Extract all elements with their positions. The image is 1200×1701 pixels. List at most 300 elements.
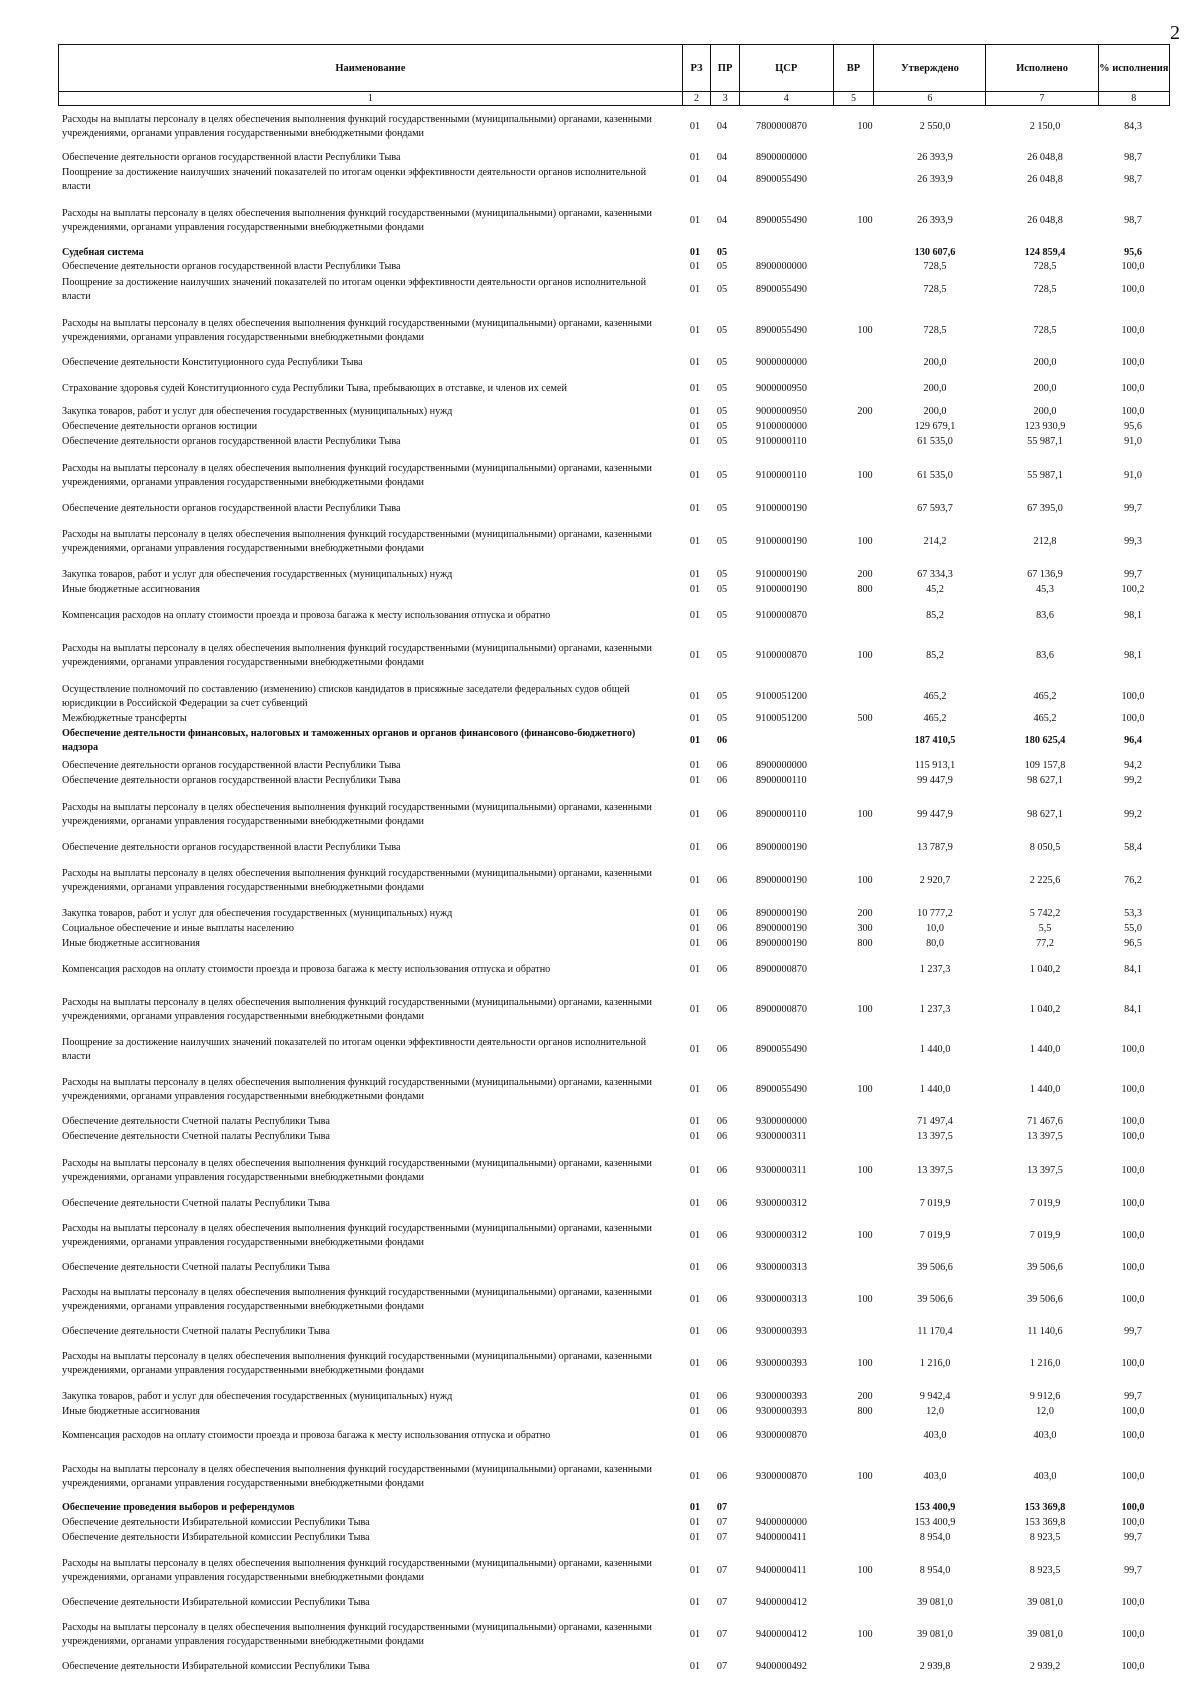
row-csr: 9300000312 [756, 1230, 807, 1241]
row-approved: 2 939,8 [919, 1661, 951, 1672]
row-rz: 01 [689, 436, 701, 447]
row-pr: 06 [716, 1294, 728, 1305]
row-rz: 01 [689, 1044, 701, 1055]
row-vr: 100 [857, 809, 873, 820]
row-pr: 06 [716, 1198, 728, 1209]
row-percent: 100,0 [1121, 1084, 1145, 1095]
row-vr: 100 [857, 1230, 873, 1241]
row-approved: 1 237,3 [919, 964, 951, 975]
row-executed: 98 627,1 [1027, 809, 1063, 820]
row-pr: 06 [716, 1044, 728, 1055]
row-csr: 9100051200 [756, 691, 807, 702]
row-approved: 8 954,0 [919, 1565, 951, 1576]
row-name: Обеспечение деятельности Избирательной комиссии Республики Тыва [62, 1597, 370, 1608]
row-vr: 800 [857, 584, 873, 595]
row-rz: 01 [689, 121, 701, 132]
row-name: Обеспечение деятельности Избирательной комиссии Республики Тыва [62, 1532, 370, 1543]
row-rz: 01 [689, 610, 701, 621]
row-rz: 01 [689, 809, 701, 820]
row-rz: 01 [689, 406, 701, 417]
row-percent: 98,1 [1124, 610, 1142, 621]
row-percent: 98,7 [1124, 152, 1142, 163]
row-executed: 55 987,1 [1027, 436, 1063, 447]
row-pr: 05 [716, 421, 728, 432]
row-name: Обеспечение деятельности Избирательной комиссии Республики Тыва [62, 1661, 370, 1672]
row-pr: 07 [716, 1629, 728, 1640]
row-rz: 01 [689, 713, 701, 724]
row-executed: 26 048,8 [1027, 174, 1063, 185]
row-percent: 99,7 [1124, 1391, 1142, 1402]
row-approved: 1 440,0 [919, 1044, 951, 1055]
header-percent: % исполнения [1098, 45, 1169, 92]
row-name: Осуществление полномочий по составлению (изменению) списков кандидатов в присяжные заседатели федеральных судов общей юрисдикции в Российской Федерации за счет субвенций [62, 684, 630, 709]
row-approved: 200,0 [923, 406, 947, 417]
row-csr: 8900000190 [756, 875, 807, 886]
row-name: Социальное обеспечение и иные выплаты населению [62, 923, 295, 934]
row-approved: 1 440,0 [919, 1084, 951, 1095]
row-approved: 7 019,9 [919, 1230, 951, 1241]
row-csr: 9300000870 [756, 1471, 807, 1482]
row-name: Обеспечение деятельности органов государственной власти Республики Тыва [62, 760, 401, 771]
row-percent: 98,7 [1124, 174, 1142, 185]
row-executed: 8 923,5 [1029, 1565, 1061, 1576]
row-pr: 04 [716, 121, 728, 132]
row-csr: 9300000393 [756, 1391, 807, 1402]
row-approved: 39 081,0 [917, 1597, 953, 1608]
header-num-3: 3 [711, 92, 740, 106]
row-approved: 9 942,4 [919, 1391, 951, 1402]
row-percent: 100,0 [1121, 713, 1145, 724]
row-csr: 9100000190 [756, 503, 807, 514]
row-executed: 67 136,9 [1027, 569, 1063, 580]
row-executed: 45,3 [1036, 584, 1054, 595]
row-percent: 100,0 [1121, 1262, 1145, 1273]
row-rz: 01 [689, 908, 701, 919]
row-percent: 96,4 [1124, 735, 1142, 746]
row-executed: 153 369,8 [1024, 1502, 1066, 1513]
row-percent: 100,0 [1121, 1131, 1145, 1142]
row-approved: 7 019,9 [919, 1198, 951, 1209]
row-executed: 465,2 [1033, 691, 1057, 702]
row-rz: 01 [689, 215, 701, 226]
row-name: Обеспечение деятельности органов государственной власти Республики Тыва [62, 842, 401, 853]
row-approved: 61 535,0 [917, 436, 953, 447]
row-csr: 9300000311 [756, 1165, 807, 1176]
row-approved: 728,5 [923, 261, 947, 272]
row-executed: 26 048,8 [1027, 215, 1063, 226]
row-name: Компенсация расходов на оплату стоимости проезда и провоза багажа к месту использования отпуска и обратно [62, 964, 551, 975]
row-executed: 71 467,6 [1027, 1116, 1063, 1127]
row-name: Иные бюджетные ассигнования [62, 1406, 200, 1417]
row-percent: 100,0 [1121, 1044, 1145, 1055]
row-approved: 26 393,9 [917, 215, 953, 226]
row-vr: 100 [857, 1165, 873, 1176]
row-percent: 98,7 [1124, 215, 1142, 226]
row-executed: 7 019,9 [1029, 1198, 1061, 1209]
row-percent: 100,0 [1121, 1294, 1145, 1305]
row-name: Расходы на выплаты персоналу в целях обеспечения выполнения функций государственными (муниципальными) органами, казенными учреждениями, органами управления государственными внебюджетными фондами [62, 1077, 653, 1102]
row-executed: 83,6 [1036, 650, 1054, 661]
row-vr: 800 [857, 938, 873, 949]
row-csr: 9000000950 [756, 406, 807, 417]
row-csr: 8900000000 [756, 760, 807, 771]
row-pr: 06 [716, 1262, 728, 1273]
row-approved: 26 393,9 [917, 152, 953, 163]
row-approved: 187 410,5 [914, 735, 956, 746]
row-approved: 99 447,9 [917, 809, 953, 820]
row-executed: 83,6 [1036, 610, 1054, 621]
row-pr: 06 [716, 923, 728, 934]
row-percent: 100,0 [1121, 1430, 1145, 1441]
row-name: Расходы на выплаты персоналу в целях обеспечения выполнения функций государственными (муниципальными) органами, казенными учреждениями, органами управления государственными внебюджетными фондами [62, 114, 653, 139]
row-pr: 06 [716, 1116, 728, 1127]
row-pr: 05 [716, 569, 728, 580]
row-csr: 9100000110 [756, 436, 807, 447]
row-vr: 100 [857, 325, 873, 336]
row-vr: 100 [857, 1358, 873, 1369]
row-pr: 05 [716, 536, 728, 547]
row-approved: 10 777,2 [917, 908, 953, 919]
row-rz: 01 [689, 1565, 701, 1576]
row-percent: 99,2 [1124, 775, 1142, 786]
row-rz: 01 [689, 1326, 701, 1337]
row-pr: 06 [716, 964, 728, 975]
row-vr: 100 [857, 1004, 873, 1015]
row-approved: 153 400,9 [914, 1502, 956, 1513]
row-name: Обеспечение деятельности финансовых, налоговых и таможенных органов и органов финансового (финансово-бюджетного) надзора [62, 728, 636, 753]
row-csr: 9100000870 [756, 650, 807, 661]
row-percent: 94,2 [1124, 760, 1142, 771]
row-executed: 11 140,6 [1027, 1326, 1063, 1337]
row-rz: 01 [689, 650, 701, 661]
row-csr: 9100000000 [756, 421, 807, 432]
row-name: Закупка товаров, работ и услуг для обеспечения государственных (муниципальных) нужд [62, 908, 453, 919]
header-vr: ВР [833, 45, 874, 92]
row-rz: 01 [689, 1517, 701, 1528]
row-approved: 200,0 [923, 357, 947, 368]
header-num-1: 1 [59, 92, 683, 106]
row-rz: 01 [689, 1532, 701, 1543]
row-executed: 2 939,2 [1029, 1661, 1061, 1672]
row-csr: 9400000412 [756, 1597, 807, 1608]
row-approved: 13 397,5 [917, 1165, 953, 1176]
row-name: Расходы на выплаты персоналу в целях обеспечения выполнения функций государственными (муниципальными) органами, казенными учреждениями, органами управления государственными внебюджетными фондами [62, 208, 653, 233]
row-csr: 8900000870 [756, 1004, 807, 1015]
row-approved: 200,0 [923, 383, 947, 394]
row-approved: 153 400,9 [914, 1517, 956, 1528]
row-rz: 01 [689, 1198, 701, 1209]
row-executed: 26 048,8 [1027, 152, 1063, 163]
row-name: Компенсация расходов на оплату стоимости проезда и провоза багажа к месту использования отпуска и обратно [62, 610, 551, 621]
row-rz: 01 [689, 1502, 701, 1513]
row-name: Обеспечение деятельности Счетной палаты Республики Тыва [62, 1198, 330, 1209]
row-vr: 100 [857, 536, 873, 547]
row-executed: 55 987,1 [1027, 470, 1063, 481]
row-rz: 01 [689, 1230, 701, 1241]
row-rz: 01 [689, 1391, 701, 1402]
row-percent: 100,2 [1121, 584, 1145, 595]
row-name: Обеспечение проведения выборов и референдумов [62, 1502, 295, 1513]
row-approved: 2 920,7 [919, 875, 951, 886]
row-rz: 01 [689, 284, 701, 295]
row-csr: 9100000190 [756, 584, 807, 595]
row-approved: 67 593,7 [917, 503, 953, 514]
row-pr: 06 [716, 938, 728, 949]
row-percent: 100,0 [1121, 1597, 1145, 1608]
row-csr: 8900000190 [756, 842, 807, 853]
row-approved: 2 550,0 [919, 121, 951, 132]
row-percent: 84,3 [1124, 121, 1142, 132]
row-executed: 403,0 [1033, 1471, 1057, 1482]
row-name: Расходы на выплаты персоналу в целях обеспечения выполнения функций государственными (муниципальными) органами, казенными учреждениями, органами управления государственными внебюджетными фондами [62, 1558, 653, 1583]
row-percent: 53,3 [1124, 908, 1142, 919]
row-pr: 05 [716, 691, 728, 702]
row-pr: 05 [716, 584, 728, 595]
row-csr: 9100000190 [756, 569, 807, 580]
row-name: Расходы на выплаты персоналу в целях обеспечения выполнения функций государственными (муниципальными) органами, казенными учреждениями, органами управления государственными внебюджетными фондами [62, 463, 653, 488]
row-rz: 01 [689, 923, 701, 934]
row-approved: 85,2 [926, 650, 944, 661]
row-pr: 04 [716, 174, 728, 185]
row-csr: 9000000950 [756, 383, 807, 394]
row-approved: 214,2 [923, 536, 947, 547]
row-pr: 06 [716, 1406, 728, 1417]
row-name: Иные бюджетные ассигнования [62, 938, 200, 949]
row-rz: 01 [689, 1294, 701, 1305]
row-csr: 8900055490 [756, 1044, 807, 1055]
row-name: Обеспечение деятельности Счетной палаты Республики Тыва [62, 1262, 330, 1273]
row-approved: 80,0 [926, 938, 944, 949]
row-rz: 01 [689, 1406, 701, 1417]
row-name: Расходы на выплаты персоналу в целях обеспечения выполнения функций государственными (муниципальными) органами, казенными учреждениями, органами управления государственными внебюджетными фондами [62, 997, 653, 1022]
row-name: Обеспечение деятельности органов государственной власти Республики Тыва [62, 503, 401, 514]
row-pr: 06 [716, 809, 728, 820]
row-vr: 100 [857, 875, 873, 886]
row-rz: 01 [689, 261, 701, 272]
row-rz: 01 [689, 1597, 701, 1608]
row-percent: 95,6 [1124, 247, 1142, 258]
row-percent: 98,1 [1124, 650, 1142, 661]
row-vr: 100 [857, 1471, 873, 1482]
row-name: Обеспечение деятельности органов государственной власти Республики Тыва [62, 261, 401, 272]
row-percent: 99,7 [1124, 1565, 1142, 1576]
row-name: Межбюджетные трансферты [62, 713, 187, 724]
row-rz: 01 [689, 569, 701, 580]
row-csr: 8900000110 [756, 809, 807, 820]
row-rz: 01 [689, 775, 701, 786]
row-rz: 01 [689, 421, 701, 432]
row-name: Расходы на выплаты персоналу в целях обеспечения выполнения функций государственными (муниципальными) органами, казенными учреждениями, органами управления государственными внебюджетными фондами [62, 1287, 653, 1312]
row-csr: 8900000190 [756, 908, 807, 919]
row-percent: 99,7 [1124, 1326, 1142, 1337]
row-pr: 05 [716, 610, 728, 621]
row-percent: 100,0 [1121, 1406, 1145, 1417]
header-name: Наименование [59, 45, 683, 92]
row-percent: 76,2 [1124, 875, 1142, 886]
row-approved: 13 787,9 [917, 842, 953, 853]
row-percent: 84,1 [1124, 1004, 1142, 1015]
row-csr: 8900055490 [756, 215, 807, 226]
row-executed: 180 625,4 [1024, 735, 1066, 746]
row-approved: 39 506,6 [917, 1294, 953, 1305]
row-executed: 1 216,0 [1029, 1358, 1061, 1369]
row-approved: 1 237,3 [919, 1004, 951, 1015]
row-vr: 200 [857, 569, 873, 580]
row-rz: 01 [689, 1430, 701, 1441]
row-executed: 7 019,9 [1029, 1230, 1061, 1241]
row-pr: 06 [716, 1391, 728, 1402]
row-rz: 01 [689, 1165, 701, 1176]
row-pr: 07 [716, 1661, 728, 1672]
row-vr: 300 [857, 923, 873, 934]
row-percent: 99,7 [1124, 503, 1142, 514]
row-percent: 100,0 [1121, 1165, 1145, 1176]
row-percent: 100,0 [1121, 1471, 1145, 1482]
row-approved: 11 170,4 [917, 1326, 953, 1337]
row-pr: 05 [716, 503, 728, 514]
row-pr: 06 [716, 735, 728, 746]
row-csr: 8900055490 [756, 1084, 807, 1095]
row-percent: 58,4 [1124, 842, 1142, 853]
row-name: Закупка товаров, работ и услуг для обеспечения государственных (муниципальных) нужд [62, 569, 453, 580]
row-executed: 109 157,8 [1024, 760, 1066, 771]
row-rz: 01 [689, 1004, 701, 1015]
row-rz: 01 [689, 152, 701, 163]
row-percent: 100,0 [1121, 357, 1145, 368]
row-name: Поощрение за достижение наилучших значений показателей по итогам оценки эффективности деятельности органов исполнительной власти [62, 1037, 647, 1062]
row-name: Поощрение за достижение наилучших значений показателей по итогам оценки эффективности деятельности органов исполнительной власти [62, 167, 647, 192]
row-pr: 07 [716, 1597, 728, 1608]
row-executed: 39 081,0 [1027, 1629, 1063, 1640]
row-executed: 728,5 [1033, 284, 1057, 295]
row-rz: 01 [689, 1084, 701, 1095]
header-num-4: 4 [739, 92, 833, 106]
row-executed: 1 440,0 [1029, 1084, 1061, 1095]
row-pr: 06 [716, 842, 728, 853]
row-vr: 500 [857, 713, 873, 724]
row-approved: 728,5 [923, 325, 947, 336]
row-percent: 100,0 [1121, 1230, 1145, 1241]
row-rz: 01 [689, 247, 701, 258]
row-approved: 39 081,0 [917, 1629, 953, 1640]
row-executed: 123 930,9 [1024, 421, 1066, 432]
row-csr: 8900055490 [756, 284, 807, 295]
row-rz: 01 [689, 735, 701, 746]
row-pr: 06 [716, 1471, 728, 1482]
row-executed: 39 081,0 [1027, 1597, 1063, 1608]
row-name: Расходы на выплаты персоналу в целях обеспечения выполнения функций государственными (муниципальными) органами, казенными учреждениями, органами управления государственными внебюджетными фондами [62, 1351, 653, 1376]
row-percent: 91,0 [1124, 436, 1142, 447]
row-approved: 26 393,9 [917, 174, 953, 185]
row-rz: 01 [689, 842, 701, 853]
row-csr: 9100000870 [756, 610, 807, 621]
row-csr: 9400000412 [756, 1629, 807, 1640]
row-percent: 100,0 [1121, 383, 1145, 394]
row-csr: 8900000190 [756, 938, 807, 949]
row-executed: 9 912,6 [1029, 1391, 1061, 1402]
row-pr: 06 [716, 760, 728, 771]
row-pr: 07 [716, 1517, 728, 1528]
row-csr: 9300000000 [756, 1116, 807, 1127]
row-approved: 13 397,5 [917, 1131, 953, 1142]
row-executed: 2 150,0 [1029, 121, 1061, 132]
row-executed: 39 506,6 [1027, 1262, 1063, 1273]
row-pr: 05 [716, 650, 728, 661]
row-executed: 465,2 [1033, 713, 1057, 724]
row-approved: 12,0 [926, 1406, 944, 1417]
row-name: Обеспечение деятельности Избирательной комиссии Республики Тыва [62, 1517, 370, 1528]
row-vr: 200 [857, 1391, 873, 1402]
row-rz: 01 [689, 760, 701, 771]
row-name: Обеспечение деятельности Счетной палаты Республики Тыва [62, 1131, 330, 1142]
header-csr: ЦСР [739, 45, 833, 92]
header-executed: Исполнено [986, 45, 1098, 92]
row-name: Расходы на выплаты персоналу в целях обеспечения выполнения функций государственными (муниципальными) органами, казенными учреждениями, органами управления государственными внебюджетными фондами [62, 868, 653, 893]
row-name: Страхование здоровья судей Конституционного суда Республики Тыва, пребывающих в отставке, и членов их семей [62, 383, 567, 394]
row-percent: 100,0 [1121, 325, 1145, 336]
row-csr: 9300000313 [756, 1262, 807, 1273]
row-approved: 130 607,6 [914, 247, 956, 258]
row-approved: 1 216,0 [919, 1358, 951, 1369]
row-rz: 01 [689, 1358, 701, 1369]
row-executed: 728,5 [1033, 325, 1057, 336]
header-num-6: 6 [874, 92, 986, 106]
header-num-8: 8 [1098, 92, 1169, 106]
row-csr: 9300000312 [756, 1198, 807, 1209]
row-csr: 9000000000 [756, 357, 807, 368]
row-percent: 100,0 [1121, 261, 1145, 272]
row-pr: 06 [716, 1326, 728, 1337]
row-pr: 06 [716, 775, 728, 786]
row-approved: 85,2 [926, 610, 944, 621]
row-pr: 05 [716, 406, 728, 417]
row-rz: 01 [689, 174, 701, 185]
row-csr: 9100000190 [756, 536, 807, 547]
row-name: Расходы на выплаты персоналу в целях обеспечения выполнения функций государственными (муниципальными) органами, казенными учреждениями, органами управления государственными внебюджетными фондами [62, 643, 653, 668]
row-percent: 100,0 [1121, 1502, 1145, 1513]
row-executed: 1 040,2 [1029, 1004, 1061, 1015]
row-percent: 100,0 [1121, 1629, 1145, 1640]
row-rz: 01 [689, 1661, 701, 1672]
row-percent: 100,0 [1121, 1198, 1145, 1209]
row-pr: 05 [716, 713, 728, 724]
row-rz: 01 [689, 1131, 701, 1142]
row-pr: 06 [716, 1131, 728, 1142]
row-approved: 71 497,4 [917, 1116, 953, 1127]
row-approved: 403,0 [923, 1471, 947, 1482]
row-csr: 8900000190 [756, 923, 807, 934]
row-pr: 04 [716, 215, 728, 226]
header-approved: Утверждено [874, 45, 986, 92]
row-executed: 2 225,6 [1029, 875, 1061, 886]
row-vr: 100 [857, 650, 873, 661]
row-approved: 99 447,9 [917, 775, 953, 786]
row-csr: 9100051200 [756, 713, 807, 724]
row-percent: 99,7 [1124, 1532, 1142, 1543]
row-percent: 100,0 [1121, 406, 1145, 417]
row-executed: 200,0 [1033, 383, 1057, 394]
row-pr: 06 [716, 1430, 728, 1441]
row-csr: 9300000870 [756, 1430, 807, 1441]
row-name: Расходы на выплаты персоналу в целях обеспечения выполнения функций государственными (муниципальными) органами, казенными учреждениями, органами управления государственными внебюджетными фондами [62, 802, 653, 827]
row-executed: 200,0 [1033, 357, 1057, 368]
header-num-2: 2 [682, 92, 711, 106]
row-name: Обеспечение деятельности органов государственной власти Республики Тыва [62, 152, 401, 163]
row-vr: 100 [857, 121, 873, 132]
row-executed: 212,8 [1033, 536, 1057, 547]
row-pr: 07 [716, 1532, 728, 1543]
row-pr: 05 [716, 357, 728, 368]
